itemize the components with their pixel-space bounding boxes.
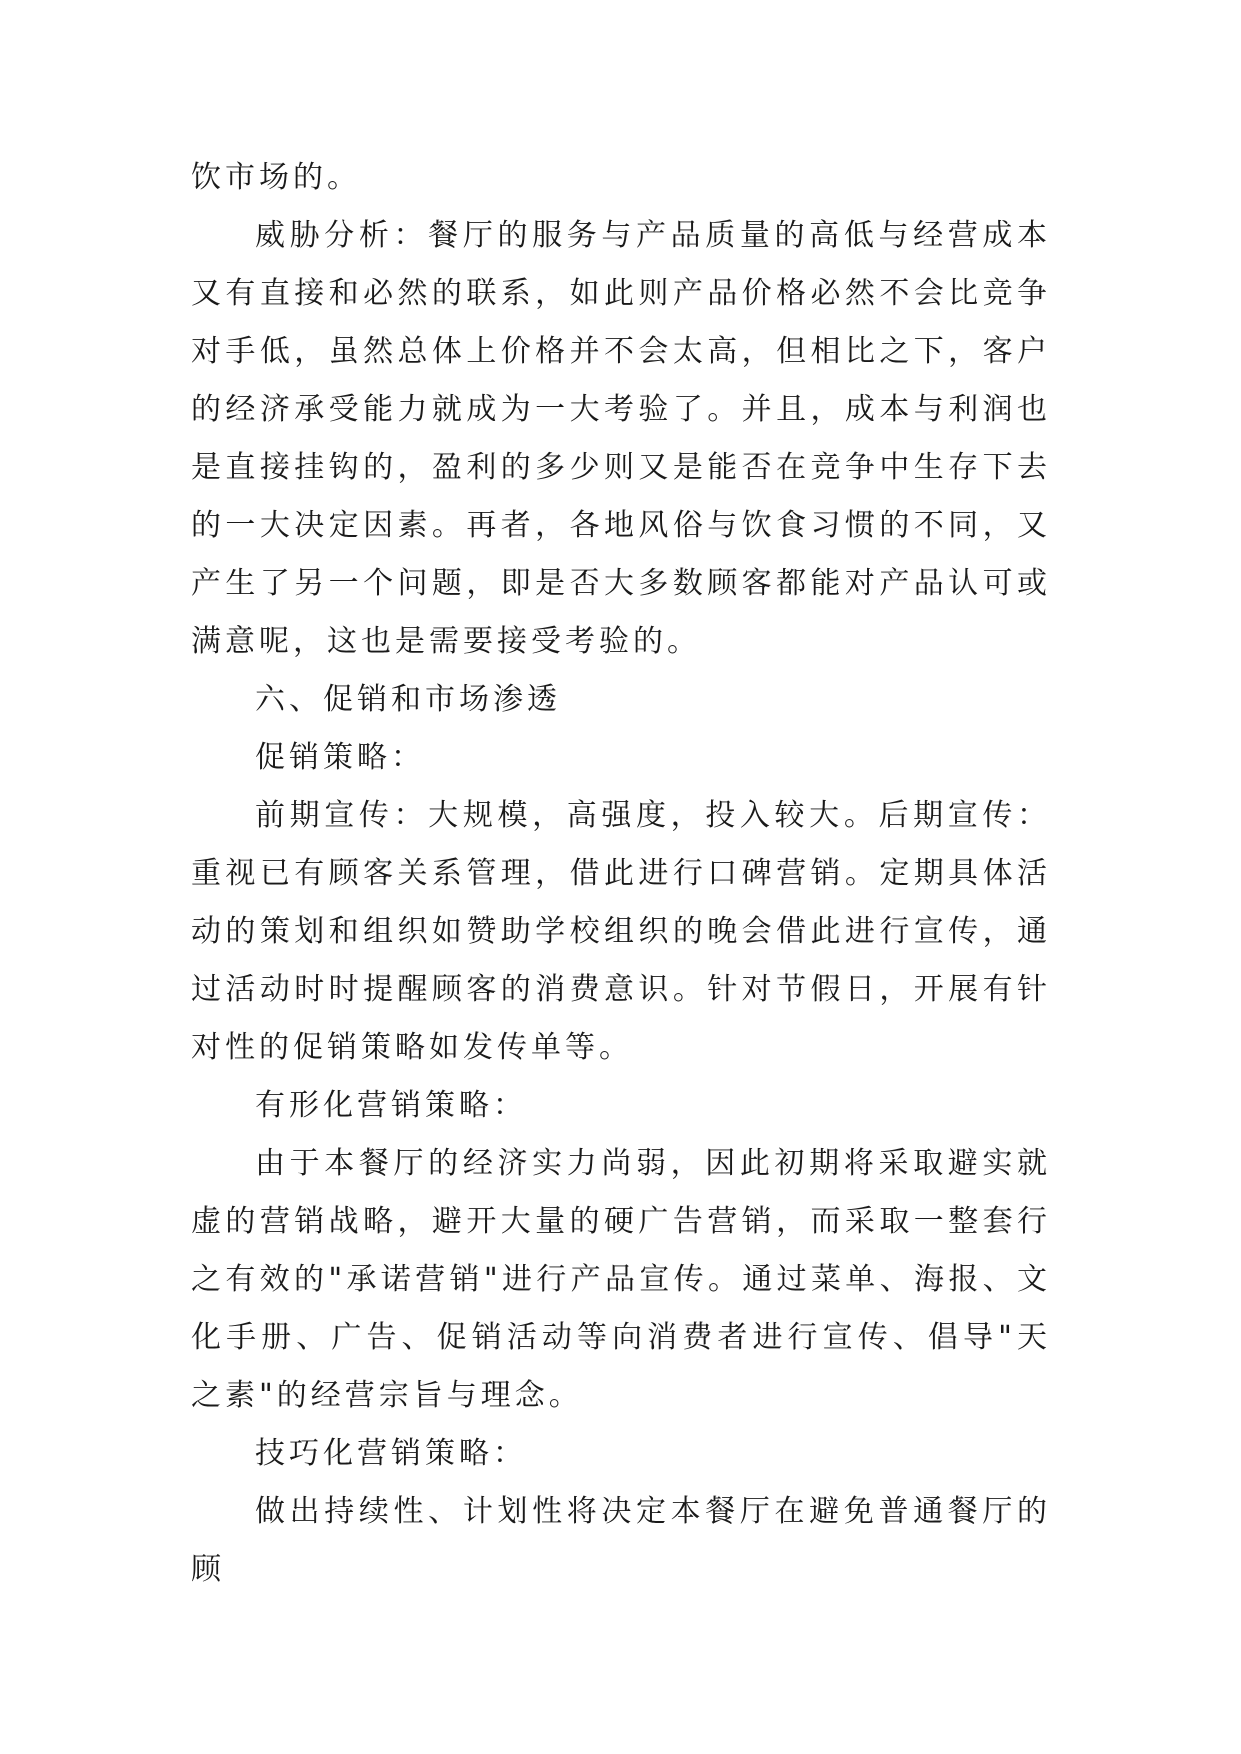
- document-body: [191, 149, 1051, 1599]
- paragraph-promotion-strategy: 前期宣传：大规模，高强度，投入较大。后期宣传：重视已有顾客关系管理，借此进行口碑营销。定期具体活动的策划和组织如赞助学校组织的晚会借此进行宣传，通过活动时时提醒顾客的消费意识。针对节假日，开展有针对性的促销策略如发传单等。: [191, 798, 1051, 1065]
- paragraph-tangible-marketing: 由于本餐厅的经济实力尚弱，因此初期将采取避实就虚的营销战略，避开大量的硬广告营销，而采取一整套行之有效的"承诺营销"进行产品宣传。通过菜单、海报、文化手册、广告、促销活动等向消费者进行宣传、倡导"天之素"的经营宗旨与理念。: [191, 1146, 1051, 1413]
- subheading-tangible-marketing: 有形化营销策略：: [255, 1088, 527, 1123]
- paragraph-market-continuation: 饮市场的。: [191, 160, 361, 195]
- paragraph-skill-marketing: 做出持续性、计划性将决定本餐厅在避免普通餐厅的顾: [191, 1494, 1051, 1587]
- subheading-skill-marketing: 技巧化营销策略：: [255, 1436, 527, 1471]
- paragraph-threat-analysis: 威胁分析：餐厅的服务与产品质量的高低与经营成本又有直接和必然的联系，如此则产品价格必然不会比竞争对手低，虽然总体上价格并不会太高，但相比之下，客户的经济承受能力就成为一大考验了。并且，成本与利润也是直接挂钩的，盈利的多少则又是能否在竞争中生存下去的一大决定因素。再者，各地风俗与饮食习惯的不同，又产生了另一个问题，即是否大多数顾客都能对产品认可或满意呢，这也是需要接受考验的。: [191, 218, 1051, 659]
- subheading-promotion-strategy: 促销策略：: [255, 740, 425, 775]
- section-heading-promotion: 六、促销和市场渗透: [255, 682, 561, 717]
